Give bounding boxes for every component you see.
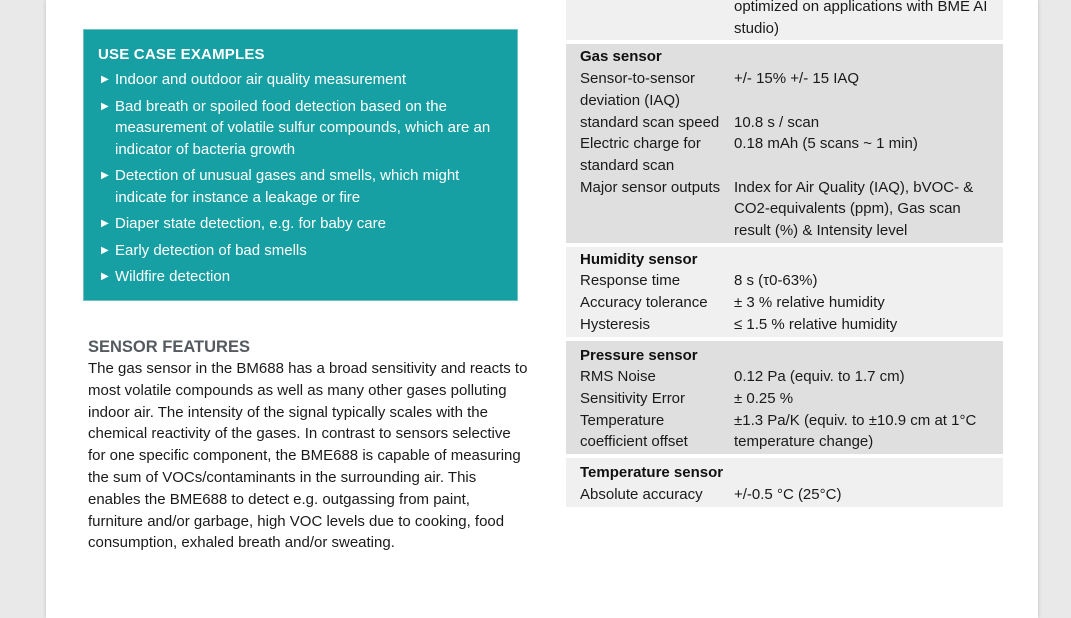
table-row: Sensitivity Error ± 0.25 % <box>580 389 794 407</box>
use-case-list <box>98 69 503 288</box>
list-item: ▶ Detection of unusual gases and smells, which might indicate for instance a leakage or fire <box>101 167 460 206</box>
table-row: Electric charge for standard scan 0.18 mAh (5 scans ~ 1 min) <box>580 135 918 174</box>
list-item: ▶ Bad breath or spoiled food detection based on the measurement of volatile sulfur compounds, which are an indicator of bacteria growth <box>101 97 491 158</box>
table-row: Sensor-to-sensor deviation (IAQ) +/- 15% +/- 15 IAQ <box>580 70 860 109</box>
table-row: Hysteresis ≤ 1.5 % relative humidity <box>580 315 898 333</box>
triangle-bullet-icon: ▶ <box>101 74 109 85</box>
table-row: Response time 8 s (τ0-63%) <box>580 272 818 290</box>
triangle-bullet-icon: ▶ <box>101 100 109 112</box>
table-row: Accuracy tolerance ± 3 % relative humidity <box>580 294 885 312</box>
table-row: Temperature coefficient offset ±1.3 Pa/K (equiv. to ±10.9 cm at 1°C temperature change) <box>580 411 977 451</box>
gas-sensor-title: Gas sensor <box>580 48 662 66</box>
list-item: ▶ Indoor and outdoor air quality measurement <box>98 69 503 91</box>
use-case-box <box>83 29 518 301</box>
document-page <box>46 0 1038 618</box>
spec-top-row <box>566 0 1003 40</box>
triangle-bullet-icon: ▶ <box>101 244 109 256</box>
sensor-features-body: The gas sensor in the BM688 has a broad sensitivity and reacts to most volatile compounds as well as many other gases polluting indoor air. The intensity of the signal typically scales with the chemical reactivity of the gases. In contrast to sensors selective for one specific component, the BME688 is capable of measuring the sum of VOCs/contaminants in the surrounding air. This enables the BME688 to detect e.g. outgassing from paint, furniture and/or garbage, high VOC levels due to cooking, food consumption, exhaled breath and/or sweating. <box>88 360 528 552</box>
list-item: ▶ Diaper state detection, e.g. for baby care <box>98 213 503 235</box>
sensor-features-title: SENSOR FEATURES <box>88 338 250 356</box>
table-row: standard scan speed 10.8 s / scan <box>580 113 820 131</box>
triangle-bullet-icon: ▶ <box>101 271 109 282</box>
sensor-features-section <box>88 336 528 554</box>
use-case-title: USE CASE EXAMPLES <box>98 46 265 63</box>
triangle-bullet-icon: ▶ <box>101 218 109 229</box>
table-row: Absolute accuracy +/-0.5 °C (25°C) <box>580 485 842 503</box>
temperature-sensor-section <box>566 458 1003 507</box>
triangle-bullet-icon: ▶ <box>101 170 109 181</box>
humidity-sensor-section <box>566 247 1003 337</box>
list-item: ▶ Wildfire detection <box>98 266 503 288</box>
table-row: optimized on applications with BME AI studio) <box>734 0 988 37</box>
list-item: ▶ Early detection of bad smells <box>98 240 503 262</box>
gas-sensor-section <box>566 44 1003 242</box>
spec-table <box>566 0 1003 507</box>
pressure-sensor-section <box>566 341 1003 455</box>
table-row: Major sensor outputs Index for Air Quality (IAQ), bVOC- & CO2-equivalents (ppm), Gas scan result (%) & Intensity level <box>580 178 974 240</box>
pressure-sensor-title: Pressure sensor <box>580 346 698 364</box>
table-row: RMS Noise 0.12 Pa (equiv. to 1.7 cm) <box>580 368 905 386</box>
humidity-sensor-title: Humidity sensor <box>580 250 698 268</box>
temperature-sensor-title: Temperature sensor <box>580 464 724 482</box>
